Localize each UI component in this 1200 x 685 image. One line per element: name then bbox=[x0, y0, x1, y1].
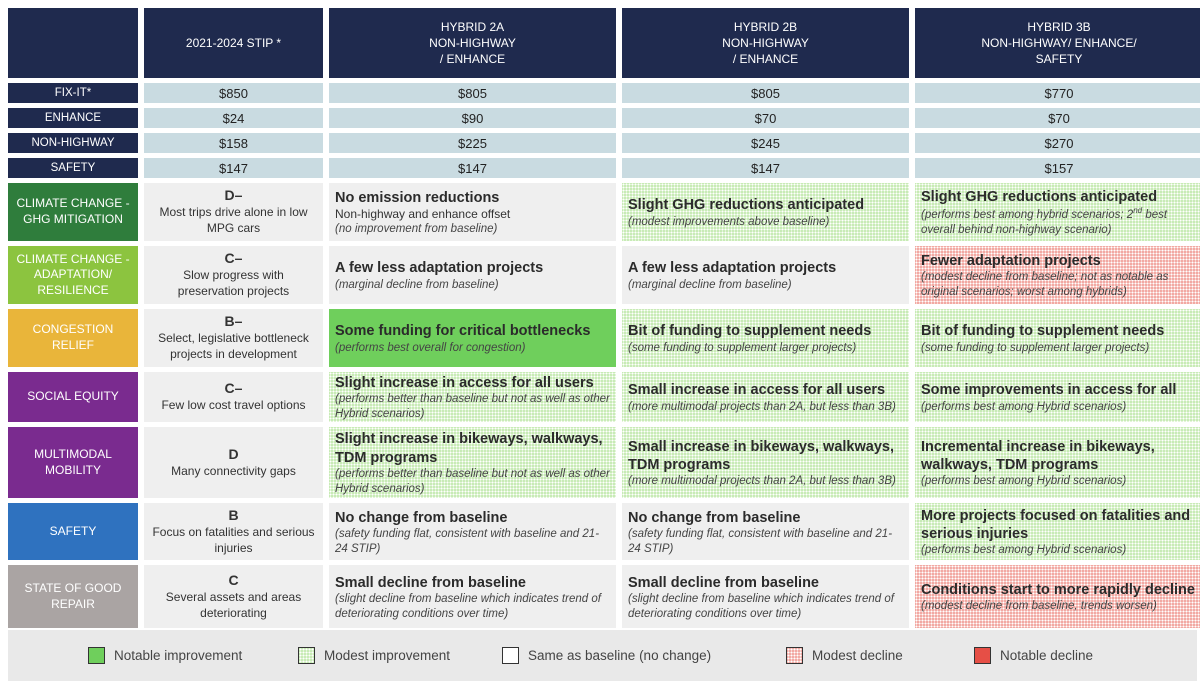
category-congestion-relief bbox=[8, 309, 138, 367]
scenario-cell bbox=[622, 309, 909, 367]
scenario-headline: Some funding for critical bottlenecks bbox=[335, 323, 591, 340]
scenario-headline: Slight GHG reductions anticipated bbox=[921, 189, 1158, 206]
scenario-note: (slight decline from baseline which indicates trend of deteriorating conditions over time) bbox=[335, 592, 601, 620]
note-superscript: nd bbox=[1133, 206, 1143, 216]
category-label: CLIMATE CHANGE - bbox=[16, 251, 130, 266]
scenario-comparison-table bbox=[8, 8, 1197, 628]
scenario-note: (modest decline from baseline; not as notable as original scenarios; worst among hybrids) bbox=[921, 271, 1169, 299]
scenario-cell bbox=[622, 246, 909, 304]
scenario-note: (modest improvements above baseline) bbox=[628, 215, 830, 228]
funding-label-safety: SAFETY bbox=[8, 158, 138, 178]
legend-label: Notable decline bbox=[1000, 648, 1094, 663]
baseline-grade bbox=[144, 503, 323, 560]
column-header-hybrid-3b bbox=[915, 8, 1200, 78]
category-adaptation-resilience bbox=[8, 246, 138, 304]
scenario-note: (safety funding flat, consistent with baseline and 21-24 STIP) bbox=[628, 527, 893, 555]
category-safety bbox=[8, 503, 138, 560]
category-label: RESILIENCE bbox=[37, 282, 109, 297]
funding-value: $70 bbox=[915, 108, 1200, 128]
scenario-headline: Fewer adaptation projects bbox=[921, 253, 1101, 269]
hybrid-2a-line3: / ENHANCE bbox=[439, 52, 506, 67]
scenario-headline: Small decline from baseline bbox=[628, 574, 819, 591]
scenario-headline: No emission reductions bbox=[335, 189, 500, 206]
hybrid-2b-title: HYBRID 2B bbox=[733, 19, 798, 34]
scenario-cell bbox=[329, 183, 616, 241]
corner-cell bbox=[8, 8, 138, 78]
category-label: STATE OF GOOD bbox=[24, 580, 122, 595]
category-social-equity bbox=[8, 372, 138, 422]
grade-letter: B bbox=[228, 506, 239, 523]
category-label: SAFETY bbox=[49, 523, 97, 538]
scenario-note: (performs better than baseline but not as well as other Hybrid scenarios) bbox=[335, 393, 610, 421]
hybrid-2a-line2: NON-HIGHWAY bbox=[429, 35, 516, 50]
scenario-headline: Bit of funding to supplement needs bbox=[921, 323, 1165, 340]
funding-value: $24 bbox=[144, 108, 323, 128]
scenario-cell bbox=[329, 372, 616, 422]
grade-description: Select, legislative bottleneck projects in development bbox=[158, 331, 309, 361]
category-label: CLIMATE CHANGE - bbox=[16, 196, 130, 211]
scenario-note: (more multimodal projects than 2A, but less than 3B) bbox=[628, 400, 896, 413]
category-label: SOCIAL EQUITY bbox=[27, 389, 119, 404]
scenario-headline: Small increase in access for all users bbox=[628, 382, 886, 399]
column-header-hybrid-2a bbox=[329, 8, 616, 78]
scenario-cell bbox=[915, 183, 1200, 241]
grade-description: Most trips drive alone in low MPG cars bbox=[159, 205, 308, 235]
category-label: MULTIMODAL bbox=[34, 446, 112, 461]
scenario-cell bbox=[622, 183, 909, 241]
category-label: ADAPTATION/ bbox=[33, 267, 113, 282]
scenario-headline: A few less adaptation projects bbox=[335, 260, 544, 277]
scenario-note: (some funding to supplement larger projects) bbox=[921, 341, 1150, 354]
legend-swatch bbox=[974, 647, 991, 664]
scenario-cell bbox=[329, 309, 616, 367]
scenario-cell bbox=[622, 427, 909, 498]
column-header-stip-label: 2021-2024 STIP * bbox=[185, 35, 282, 50]
grade-description: Few low cost travel options bbox=[161, 398, 306, 413]
funding-value: $158 bbox=[144, 133, 323, 153]
scenario-cell bbox=[915, 309, 1200, 367]
baseline-grade bbox=[144, 246, 323, 304]
scenario-note: (no improvement from baseline) bbox=[335, 223, 498, 236]
funding-value: $70 bbox=[622, 108, 909, 128]
scenario-cell bbox=[622, 503, 909, 560]
scenario-headline: Slight GHG reductions anticipated bbox=[628, 197, 865, 214]
funding-value: $90 bbox=[329, 108, 616, 128]
funding-label-non-highway: NON-HIGHWAY bbox=[8, 133, 138, 153]
scenario-cell bbox=[329, 246, 616, 304]
column-header-hybrid-2b bbox=[622, 8, 909, 78]
funding-value: $147 bbox=[329, 158, 616, 178]
legend-label: Modest decline bbox=[812, 648, 903, 663]
scenario-note bbox=[921, 206, 1197, 238]
category-label: GHG MITIGATION bbox=[23, 212, 123, 226]
legend-modest-improvement bbox=[298, 647, 450, 664]
category-label: CONGESTION bbox=[32, 322, 114, 337]
legend bbox=[8, 630, 1197, 681]
scenario-cell bbox=[329, 565, 616, 628]
hybrid-3b-title: HYBRID 3B bbox=[1027, 19, 1091, 34]
scenario-note: (performs best among Hybrid scenarios) bbox=[921, 400, 1127, 413]
legend-notable-improvement bbox=[88, 647, 242, 664]
funding-value: $850 bbox=[144, 83, 323, 103]
category-multimodal-mobility bbox=[8, 427, 138, 498]
scenario-cell bbox=[622, 372, 909, 422]
hybrid-2b-line2: NON-HIGHWAY bbox=[722, 35, 809, 50]
legend-swatch bbox=[786, 647, 803, 664]
category-state-of-good-repair bbox=[8, 565, 138, 628]
baseline-grade bbox=[144, 565, 323, 628]
hybrid-3b-line3: SAFETY bbox=[1035, 52, 1083, 67]
scenario-note: (marginal decline from baseline) bbox=[628, 278, 792, 291]
scenario-headline: No change from baseline bbox=[335, 509, 508, 526]
scenario-headline: Conditions start to more rapidly decline bbox=[921, 581, 1195, 598]
legend-swatch bbox=[298, 647, 315, 664]
scenario-note: (modest decline from baseline, trends worsen) bbox=[921, 600, 1157, 613]
scenario-note: (performs best overall for congestion) bbox=[335, 341, 526, 354]
grade-description: Slow progress with preservation projects bbox=[177, 268, 290, 298]
category-label: REPAIR bbox=[51, 596, 95, 611]
scenario-note: (performs best among Hybrid scenarios) bbox=[921, 544, 1127, 557]
scenario-headline: Slight increase in access for all users bbox=[335, 375, 594, 391]
grade-description: Several assets and areas deteriorating bbox=[165, 589, 302, 620]
funding-label-enhance: ENHANCE bbox=[8, 108, 138, 128]
scenario-note: (marginal decline from baseline) bbox=[335, 278, 499, 291]
scenario-cell bbox=[915, 246, 1200, 304]
scenario-cell bbox=[915, 372, 1200, 422]
scenario-headline: No change from baseline bbox=[628, 509, 801, 526]
scenario-note: (performs better than baseline but not as well as other Hybrid scenarios) bbox=[335, 467, 610, 495]
funding-value: $805 bbox=[329, 83, 616, 103]
funding-value: $270 bbox=[915, 133, 1200, 153]
scenario-note: (some funding to supplement larger projects) bbox=[628, 341, 857, 354]
grade-description: Focus on fatalities and serious injuries bbox=[152, 524, 315, 555]
grade-letter: B– bbox=[224, 313, 243, 330]
baseline-grade bbox=[144, 427, 323, 498]
grade-letter: C– bbox=[224, 380, 243, 397]
funding-value: $245 bbox=[622, 133, 909, 153]
scenario-headline: More projects focused on fatalities and serious injuries bbox=[921, 507, 1191, 543]
category-label: RELIEF bbox=[51, 338, 94, 352]
column-header-stip bbox=[144, 8, 323, 78]
legend-label: Modest improvement bbox=[324, 648, 451, 663]
scenario-headline: Incremental increase in bikeways, walkways, TDM programs bbox=[921, 438, 1155, 474]
funding-value: $770 bbox=[915, 83, 1200, 103]
funding-value: $225 bbox=[329, 133, 616, 153]
funding-value: $147 bbox=[144, 158, 323, 178]
grade-letter: D bbox=[228, 445, 239, 462]
hybrid-2a-title: HYBRID 2A bbox=[440, 19, 505, 34]
baseline-grade bbox=[144, 372, 323, 422]
grade-letter: D– bbox=[224, 187, 243, 204]
category-label: MOBILITY bbox=[44, 462, 101, 477]
grade-letter: C bbox=[228, 571, 239, 588]
category-ghg-mitigation bbox=[8, 183, 138, 241]
hybrid-3b-line2: NON-HIGHWAY/ ENHANCE/ bbox=[981, 35, 1137, 50]
scenario-headline: Some improvements in access for all bbox=[921, 382, 1177, 399]
funding-value: $157 bbox=[915, 158, 1200, 178]
legend-notable-decline bbox=[974, 647, 1093, 664]
legend-label: Same as baseline (no change) bbox=[528, 648, 712, 663]
scenario-note: (more multimodal projects than 2A, but less than 3B) bbox=[628, 475, 896, 488]
legend-swatch bbox=[88, 647, 105, 664]
scenario-cell bbox=[622, 565, 909, 628]
scenario-cell bbox=[329, 503, 616, 560]
funding-value: $805 bbox=[622, 83, 909, 103]
scenario-cell bbox=[915, 565, 1200, 628]
baseline-grade bbox=[144, 183, 323, 241]
funding-label-fixit: FIX-IT* bbox=[8, 83, 138, 103]
note-part: (performs best among hybrid scenarios; 2 bbox=[921, 209, 1134, 222]
hybrid-2b-line3: / ENHANCE bbox=[732, 52, 799, 67]
funding-value: $147 bbox=[622, 158, 909, 178]
scenario-note: (slight decline from baseline which indicates trend of deteriorating conditions over time) bbox=[628, 592, 894, 620]
scenario-headline: Small increase in bikeways, walkways, TDM programs bbox=[628, 438, 894, 474]
legend-modest-decline bbox=[786, 647, 903, 664]
baseline-grade bbox=[144, 309, 323, 367]
scenario-headline: Slight increase in bikeways, walkways, TDM programs bbox=[335, 431, 603, 466]
scenario-cell bbox=[915, 427, 1200, 498]
scenario-cell bbox=[329, 427, 616, 498]
scenario-headline: Bit of funding to supplement needs bbox=[628, 323, 872, 340]
legend-swatch bbox=[502, 647, 519, 664]
scenario-note: (safety funding flat, consistent with baseline and 21-24 STIP) bbox=[335, 527, 600, 555]
legend-label: Notable improvement bbox=[114, 648, 243, 663]
grade-letter: C– bbox=[224, 250, 243, 267]
grade-description: Many connectivity gaps bbox=[171, 463, 296, 478]
scenario-note: (performs best among Hybrid scenarios) bbox=[921, 475, 1127, 488]
legend-same-as-baseline bbox=[502, 647, 711, 664]
scenario-headline: A few less adaptation projects bbox=[628, 260, 837, 277]
scenario-subtext: Non-highway and enhance offset bbox=[335, 206, 511, 221]
note-part: best overall behind non-highway scenario) bbox=[921, 209, 1168, 236]
scenario-cell bbox=[915, 503, 1200, 560]
scenario-headline: Small decline from baseline bbox=[335, 574, 526, 591]
